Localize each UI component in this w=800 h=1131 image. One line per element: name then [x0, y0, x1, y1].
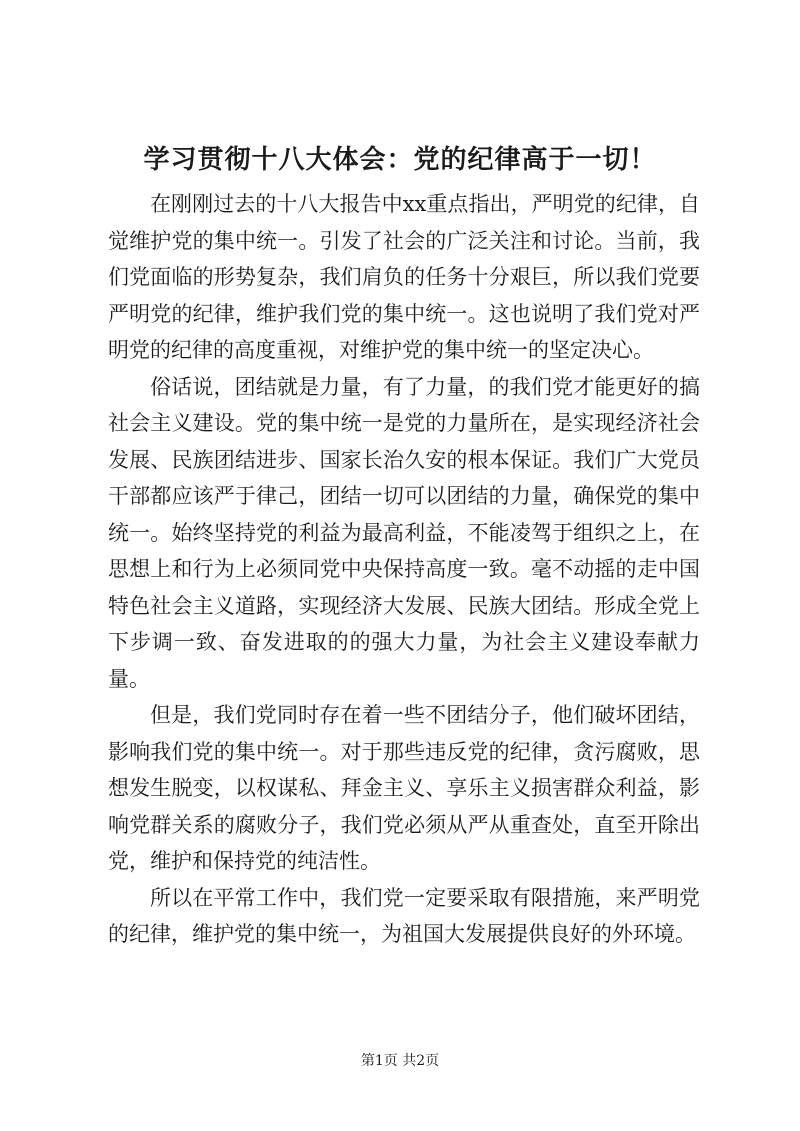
- paragraph-2: 俗话说，团结就是力量，有了力量，的我们党才能更好的搞社会主义建设。党的集中统一是党的力量所在，是实现经济社会发展、民族团结进步、国家长治久安的根本保证。我们广大党员干部都应该严于律己，团结一切可以团结的力量，确保党的集中统一。始终坚持党的利益为最高利益，不能凌驾于组织之上，在思想上和行为上必须同党中央保持高度一致。毫不动摇的走中国特色社会主义道路，实现经济大发展、民族大团结。形成全党上下步调一致、奋发进取的的强大力量，为社会主义建设奉献力量。: [108, 374, 700, 691]
- paragraph-4: 所以在平常工作中，我们党一定要采取有限措施，来严明党的纪律，维护党的集中统一，为祖国大发展提供良好的外环境。: [108, 885, 700, 946]
- document-body: [108, 186, 700, 953]
- document-title: 学习贯彻十八大体会：党的纪律高于一切！: [143, 145, 657, 175]
- paragraph-1: 在刚刚过去的十八大报告中xx重点指出，严明党的纪律，自觉维护党的集中统一。引发了社会的广泛关注和讨论。当前，我们党面临的形势复杂，我们肩负的任务十分艰巨，所以我们党要严明党的纪律，维护我们党的集中统一。这也说明了我们党对严明党的纪律的高度重视，对维护党的集中统一的坚定决心。: [108, 192, 700, 362]
- page-number-footer: 第1页 共2页: [360, 1053, 440, 1069]
- paragraph-3: 但是，我们党同时存在着一些不团结分子，他们破坏团结，影响我们党的集中统一。对于那些违反党的纪律，贪污腐败，思想发生脱变，以权谋私、拜金主义、享乐主义损害群众利益，影响党群关系的腐败分子，我们党必须从严从重查处，直至开除出党，维护和保持党的纯洁性。: [108, 703, 700, 873]
